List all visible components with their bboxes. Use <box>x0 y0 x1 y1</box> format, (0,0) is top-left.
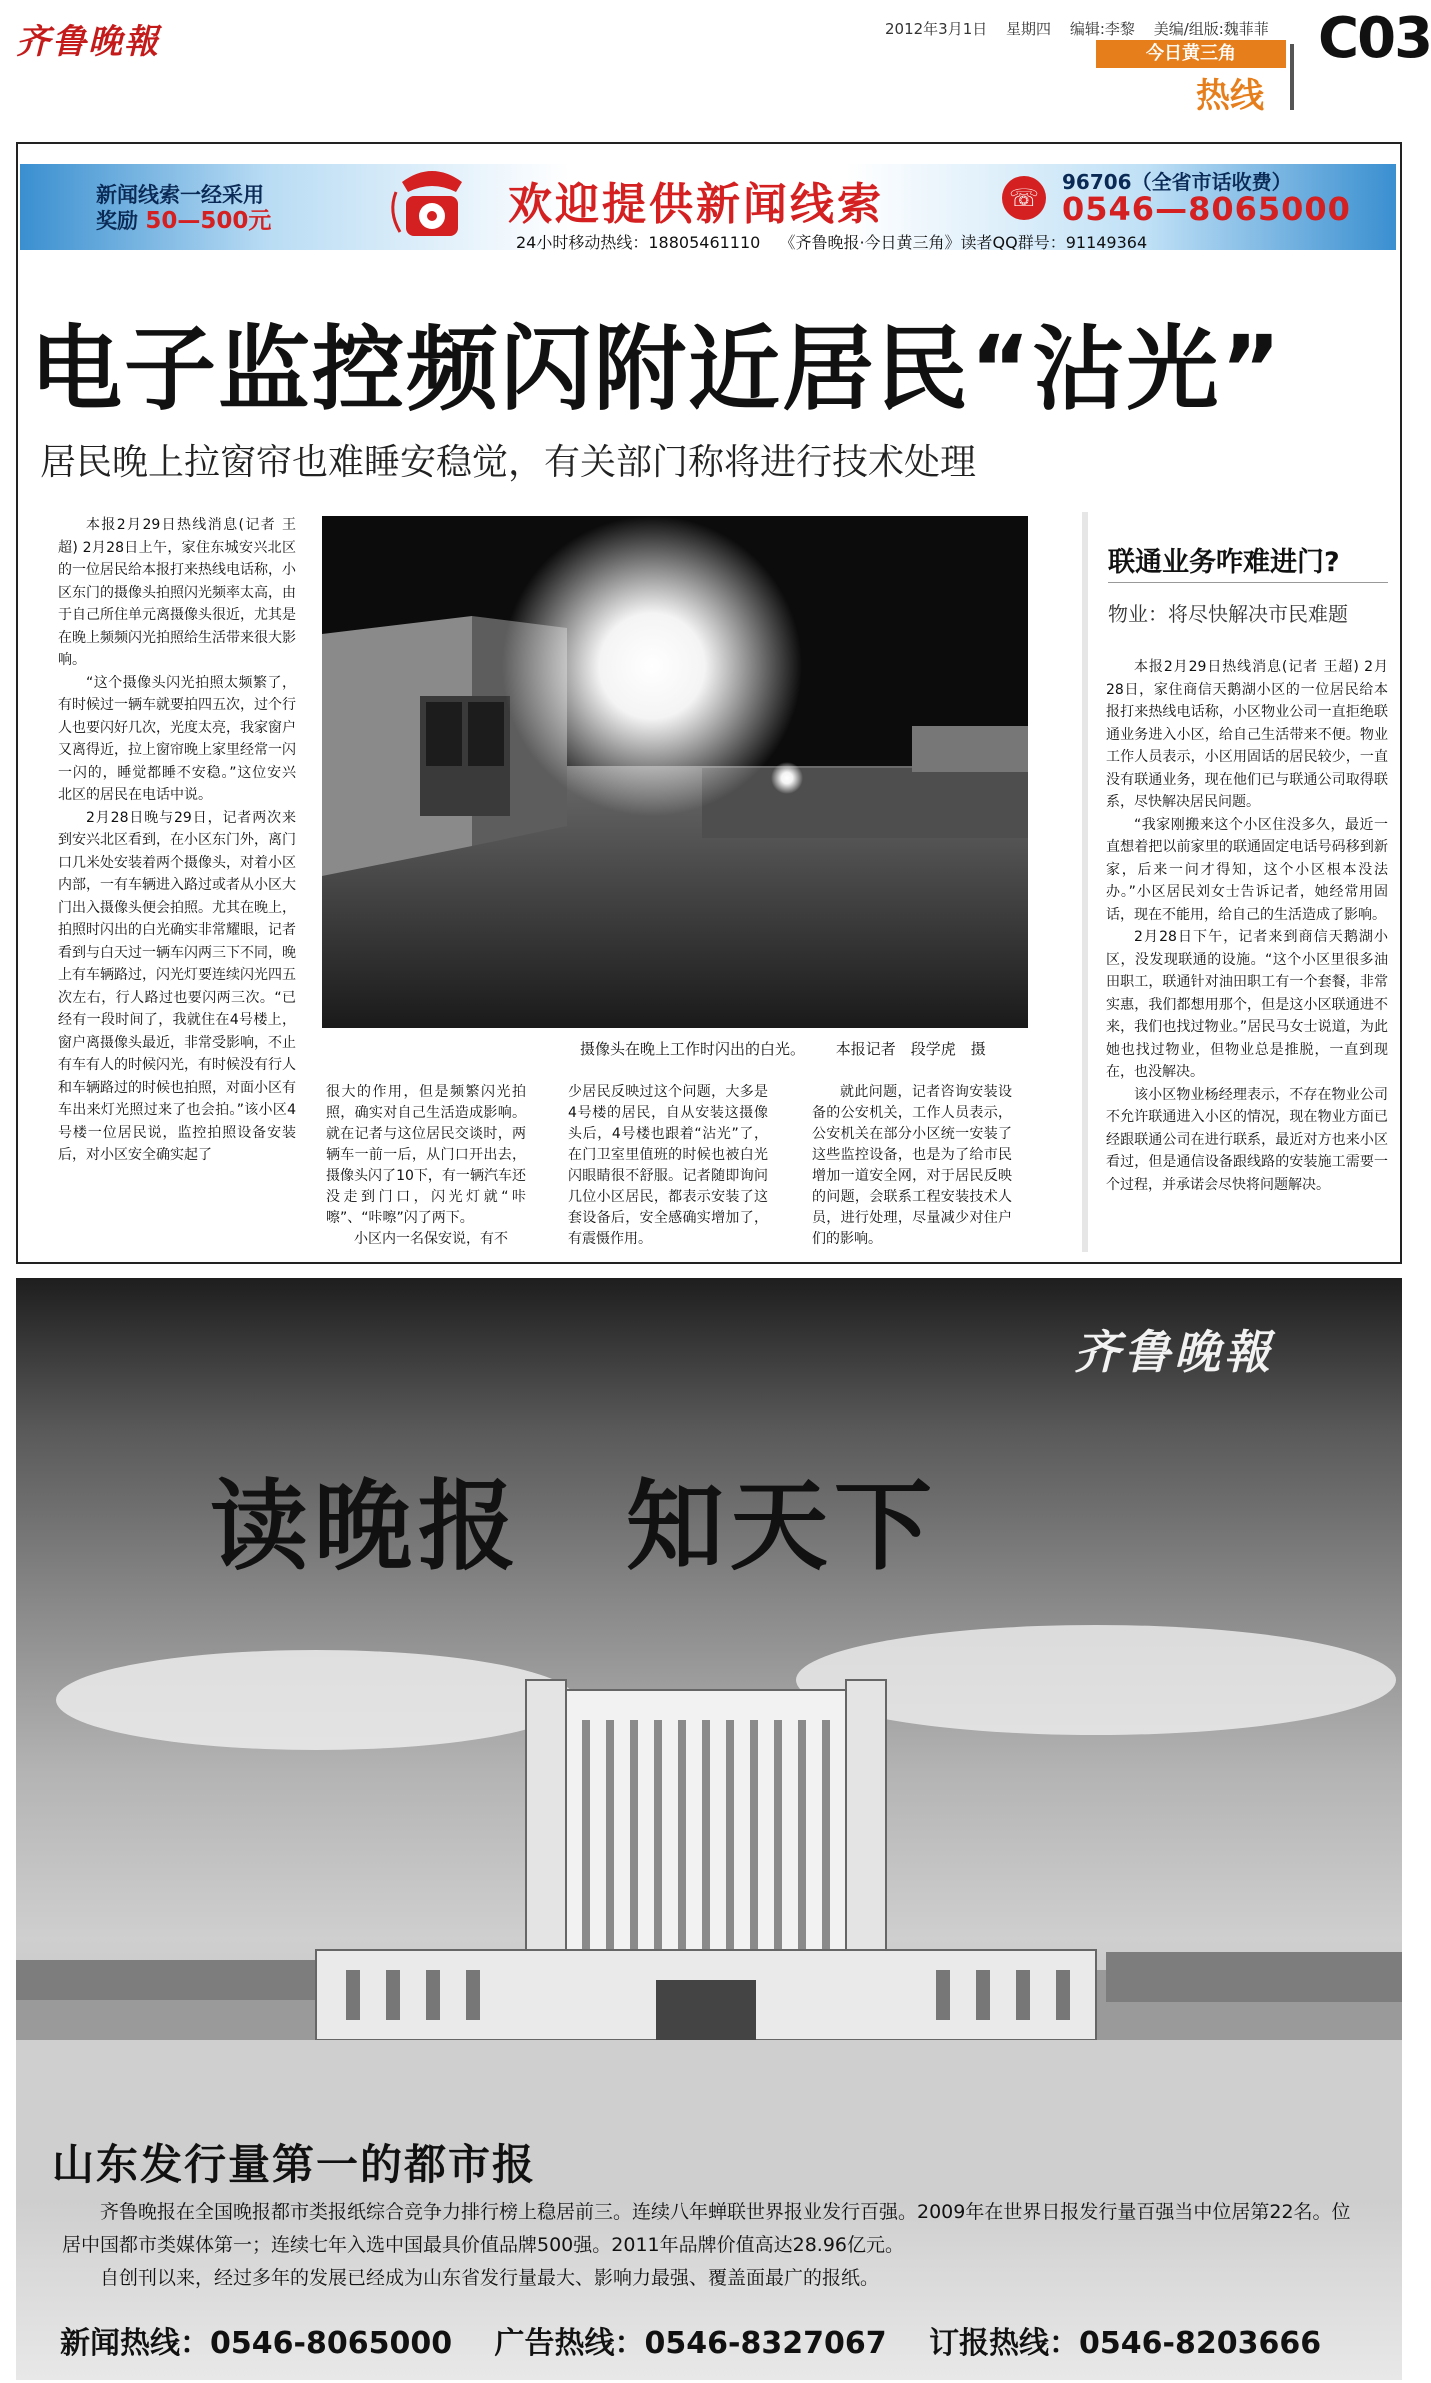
telephone-icon <box>382 152 482 252</box>
subscription-hotline: 订报热线：0546-8203666 <box>929 2326 1322 2361</box>
paragraph: 齐鲁晚报在全国晚报都市类报纸综合竞争力排行榜上稳居前三。连续八年蝉联世界报业发行百强。2009年在世界日报发行量百强当中位居第22名。位居中国都市类媒体第一；连续七年入选中国最具价值品牌500强。2011年品牌价值高达28.96亿元。 <box>62 2201 1351 2256</box>
paragraph: 2月28日下午，记者来到商信天鹅湖小区，没发现联通的设施。“这个小区里很多油田职工，联通针对油田职工有一个套餐，非常实惠，我们都想用那个，但是这小区联通进不来，我们也找过物业。”居民马女士说道，为此她也找过物业，但物业总是推脱，一直到现在，也没解决。 <box>1106 929 1388 1080</box>
paragraph: 自创刊以来，经过多年的发展已经成为山东省发行量最大、影响力最强、覆盖面最广的报纸。 <box>100 2267 880 2289</box>
advertising-hotline: 广告热线：0546-8327067 <box>494 2326 887 2361</box>
caption-text: 摄像头在晚上工作时闪出的白光。 <box>580 1040 806 1058</box>
banner-contacts <box>516 230 1161 253</box>
newspaper-logo: 齐鲁晚報 <box>16 22 160 62</box>
issue-date: 2012年3月1日 <box>885 20 988 38</box>
article-column-3 <box>568 1082 768 1250</box>
reward-note <box>96 182 271 234</box>
article-headline: 电子监控频闪附近居民“沾光” <box>30 316 1283 423</box>
sidebar-headline: 联通业务咋难进门? <box>1108 547 1340 578</box>
sidebar-rule <box>1108 582 1388 583</box>
government-building-illustration <box>16 1640 1402 2200</box>
mobile-hotline: 24小时移动热线：18805461110 <box>516 233 761 252</box>
paragraph: 本报2月29日热线消息(记者 王超) 2月28日上午，家住东城安兴北区的一位居民给本报打来热线电话称，小区东门的摄像头拍照闪光频率太高，由于自己所住单元离摄像头很近，尤其是在晚上频频闪光拍照给生活带来很大影响。 <box>58 517 296 668</box>
article-column-2 <box>326 1082 526 1250</box>
ad-title: 山东发行量第一的都市报 <box>52 2140 537 2189</box>
article-column-1 <box>58 514 296 1167</box>
paragraph: 很大的作用，但是频繁闪光拍照，确实对自己生活造成影响。就在记者与这位居民交谈时，两辆车一前一后，从门口开出去，摄像头闪了10下，有一辆汽车还没走到门口，闪光灯就“咔嚓”、“咔嚓”闪了两下。 <box>326 1084 526 1226</box>
section-name: 热线 <box>1196 76 1264 116</box>
paragraph: “这个摄像头闪光拍照太频繁了，有时候过一辆车就要拍四五次，过个行人也要闪好几次，光度太亮，我家窗户又离得近，拉上窗帘晚上家里经常一闪一闪的，睡觉都睡不安稳。”这位安兴北区的居民在电话中说。 <box>58 674 296 803</box>
edition-tag: 今日黄三角 <box>1096 40 1286 68</box>
photo-credit: 本报记者 段学虎 摄 <box>835 1040 986 1058</box>
paragraph: 少居民反映过这个问题，大多是4号楼的居民，自从安装这摄像头后，4号楼也跟着“沾光”了，在门卫室里值班的时候也被白光闪眼睛很不舒服。记者随即询问几位小区居民，都表示安装了这套设备后，安全感确实增加了，有震慑作用。 <box>568 1084 768 1247</box>
design-credit: 美编/组版:魏菲菲 <box>1153 20 1269 38</box>
article-subhead: 居民晚上拉窗帘也难睡安稳觉，有关部门称将进行技术处理 <box>40 442 977 483</box>
phone-icon: ☏ <box>1002 176 1046 220</box>
paragraph: 小区内一名保安说，有不 <box>354 1231 508 1247</box>
news-hotline: 新闻热线：0546-8065000 <box>60 2326 453 2361</box>
paragraph: 就此问题，记者咨询安装设备的公安机关，工作人员表示，公安机关在部分小区统一安装了这些监控设备，也是为了给市民增加一道安全网，对于居民反映的问题，会联系工程安装技术人员，进行处理，尽量减少对住户们的影响。 <box>812 1084 1012 1247</box>
ad-hotlines <box>60 2318 1353 2362</box>
reader-qq-group: 《齐鲁晚报·今日黄三角》读者QQ群号：91149364 <box>779 233 1148 252</box>
ad-slogan: 读晚报 知天下 <box>210 1469 939 1584</box>
issue-weekday: 星期四 <box>1006 20 1052 38</box>
issue-meta <box>885 18 1283 39</box>
column-divider <box>1082 512 1088 1252</box>
sidebar-subhead: 物业：将尽快解决市民难题 <box>1108 602 1348 626</box>
hotline-number: 0546—8065000 <box>1062 190 1351 228</box>
section-divider <box>1290 44 1294 110</box>
banner-title: 欢迎提供新闻线索 <box>508 179 884 230</box>
hotline-label: 96706（全省市话收费） <box>1062 170 1292 194</box>
page-code: C03 <box>1318 6 1431 71</box>
night-camera-photo <box>322 516 1028 1028</box>
reward-line2 <box>96 208 271 234</box>
ad-body <box>62 2196 1362 2295</box>
reward-prefix: 奖励 <box>96 209 138 233</box>
photo-caption <box>580 1038 1012 1059</box>
reward-amount: 50—500元 <box>145 208 272 234</box>
paragraph: 该小区物业杨经理表示，不存在物业公司不允许联通进入小区的情况，现在物业方面已经跟联通公司在进行联系，最近对方也来小区看过，但是通信设备跟线路的安装施工需要一个过程，并承诺会尽快将问题解决。 <box>1106 1086 1388 1193</box>
paragraph: 本报2月29日热线消息(记者 王超) 2月28日，家住商信天鹅湖小区的一位居民给本报打来热线电话称，小区物业公司一直拒绝联通业务进入小区，给自己生活带来不便。物业工作人员表示，小区用固话的居民较少，一直没有联通业务，现在他们已与联通公司取得联系，尽快解决居民问题。 <box>1106 659 1388 810</box>
article-column-4 <box>812 1082 1012 1250</box>
paragraph: 2月28日晚与29日，记者两次来到安兴北区看到，在小区东门外，离门口几米处安装着两个摄像头，对着小区内部，一有车辆进入路过或者从小区大门出入摄像头便会拍照。尤其在晚上，拍照时闪出的白光确实非常耀眼，记者看到与白天过一辆车闪两三下不同，晚上有车辆路过，闪光灯要连续闪光四五次左右，行人路过也要闪两三次。“已经有一段时间了，我就住在4号楼上，窗户离摄像头最近，非常受影响，不止有车有人的时候闪光，有时候没有行人和车辆路过的时候也拍照，对面小区有车出来灯光照过来了也会拍。”该小区4号楼一位居民说，监控拍照设备安装后，对小区安全确实起了 <box>58 809 296 1163</box>
reward-line1: 新闻线索一经采用 <box>96 183 264 207</box>
paragraph: “我家刚搬来这个小区住没多久，最近一直想着把以前家里的联通固定电话号码移到新家，后来一问才得知，这个小区根本没法办。”小区居民刘女士告诉记者，她经常用固话，现在不能用，给自己的生活造成了影响。 <box>1106 816 1388 923</box>
sidebar-article <box>1106 656 1388 1196</box>
ad-logo: 齐鲁晚報 <box>1074 1325 1274 1379</box>
editor-credit: 编辑:李黎 <box>1069 20 1135 38</box>
